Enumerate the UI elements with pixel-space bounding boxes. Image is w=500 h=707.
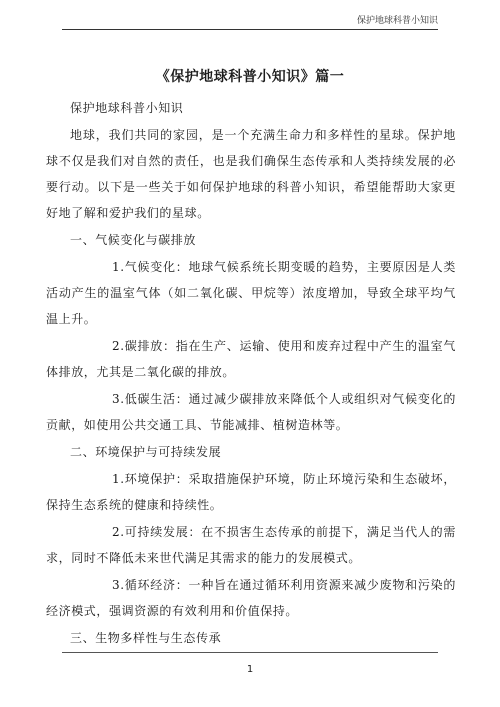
section-heading-1: 一、气候变化与碳排放 <box>70 233 197 247</box>
header-rule <box>62 29 438 30</box>
section-2-item-2: 2.可持续发展：在不损害生态传承的前提下，满足当代人的需求，同时不降低未来世代满足其需求的能力的发展模式。 <box>46 525 456 565</box>
document-body <box>46 95 456 651</box>
section-1-item-2: 2.碳排放：指在生产、运输、使用和废弃过程中产生的温室气体排放，尤其是二氧化碳的排放。 <box>46 339 456 379</box>
running-header: 保护地球科普小知识 <box>356 16 438 26</box>
page-number: 1 <box>246 664 254 675</box>
subtitle-paragraph: 保护地球科普小知识 <box>70 101 184 115</box>
section-heading-3: 三、生物多样性与生态传承 <box>70 631 222 645</box>
section-2-item-1: 1.环境保护：采取措施保护环境，防止环境污染和生态破坏，保持生态系统的健康和持续性。 <box>46 472 456 512</box>
section-2-item-3: 3.循环经济：一种旨在通过循环利用资源来减少废物和污染的经济模式，强调资源的有效利用和价值保持。 <box>46 578 456 618</box>
document-title: 《保护地球科普小知识》篇一 <box>155 69 345 85</box>
intro-paragraph: 地球，我们共同的家园，是一个充满生命力和多样性的星球。保护地球不仅是我们对自然的责任，也是我们确保生态传承和人类持续发展的必要行动。以下是一些关于如何保护地球的科普小知识，希望能帮助大家更好地了解和爱护我们的星球。 <box>46 128 456 220</box>
section-1-item-3: 3.低碳生活：通过减少碳排放来降低个人或组织对气候变化的贡献，如使用公共交通工具、节能减排、植树造林等。 <box>46 392 456 432</box>
footer-rule <box>62 652 438 653</box>
section-1-item-1: 1.气候变化：地球气候系统长期变暖的趋势，主要原因是人类活动产生的温室气体（如二氧化碳、甲烷等）浓度增加，导致全球平均气温上升。 <box>46 260 456 326</box>
section-heading-2: 二、环境保护与可持续发展 <box>70 445 222 459</box>
